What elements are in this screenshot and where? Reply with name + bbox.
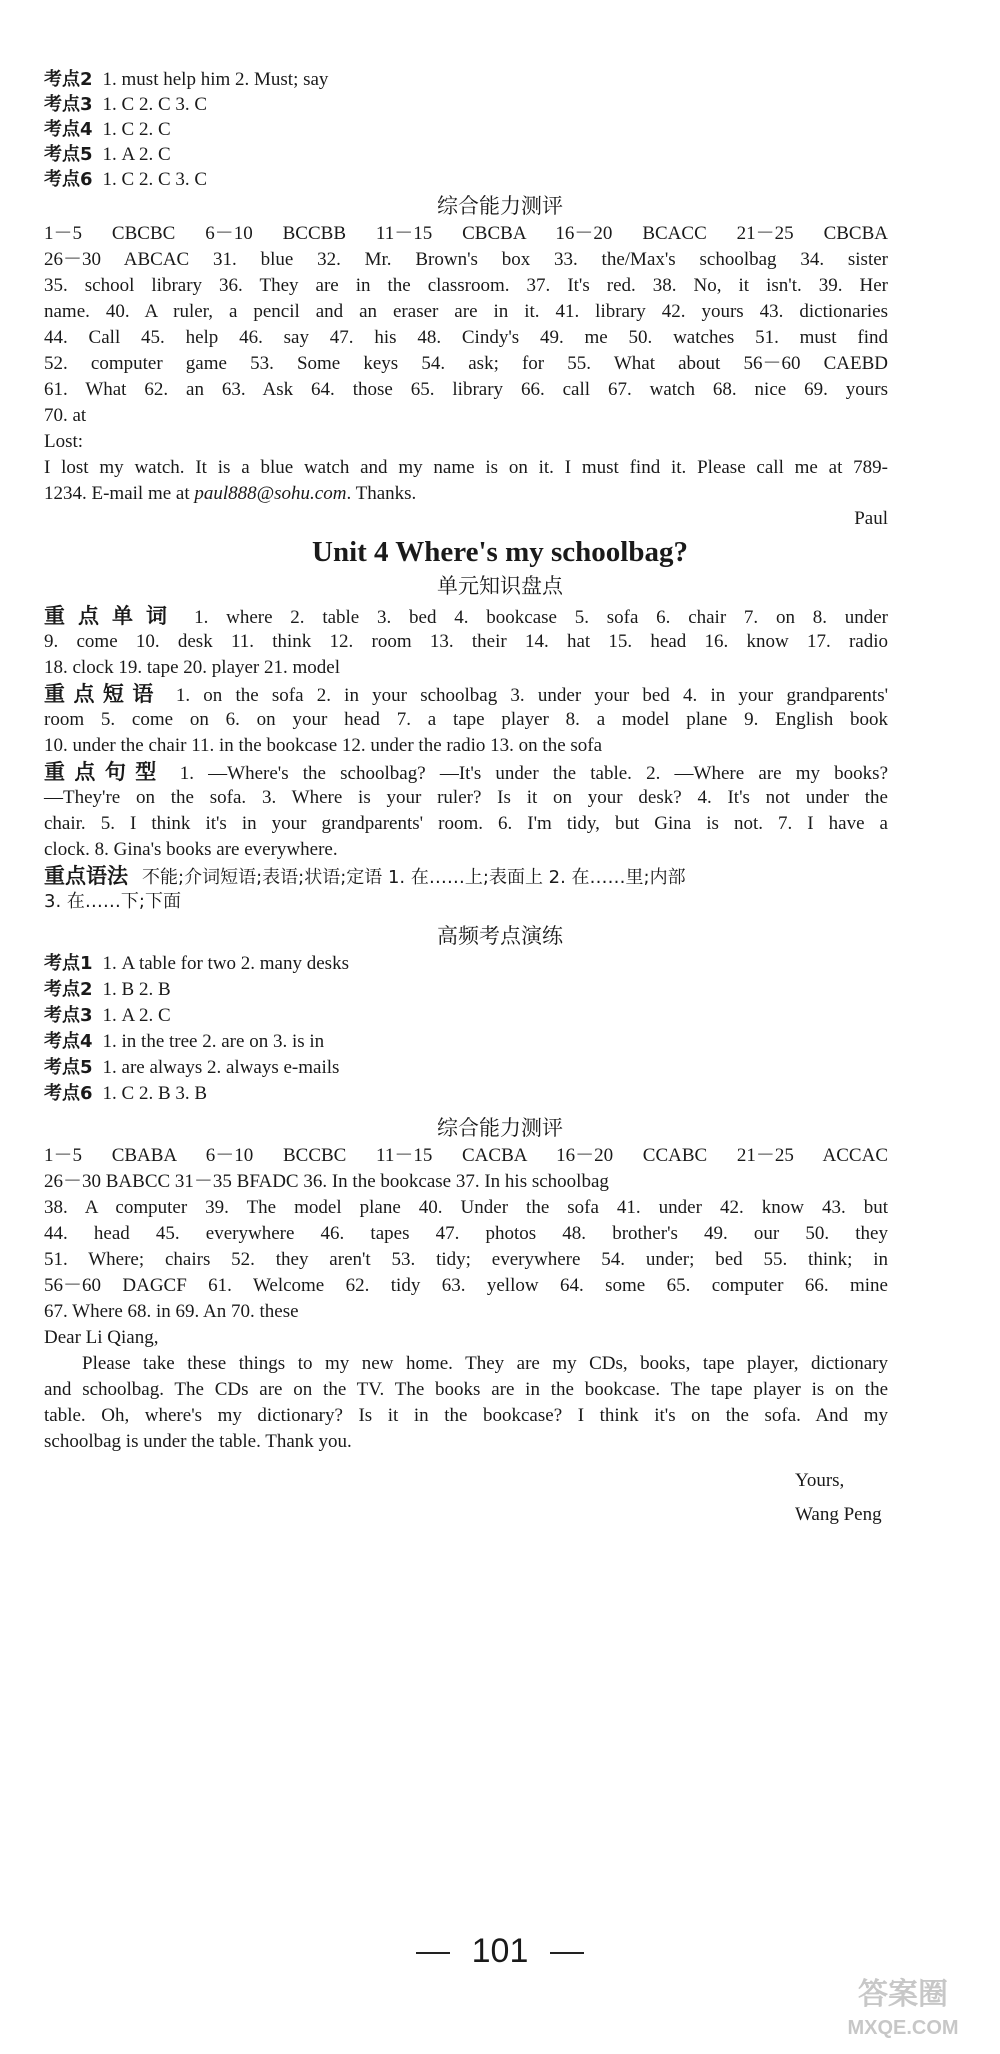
letter-greeting: Dear Li Qiang,: [44, 1327, 159, 1348]
section-heading: 综合能力测评: [437, 194, 563, 218]
letter-closing: Yours,: [795, 1470, 845, 1491]
answer-line: 1－5 CBCBC 6－10 BCCBB 11－15 CBCBA 16－20 BCACC 21－25 CBCBA: [44, 223, 888, 244]
lost-notice-line: 1234. E-mail me at paul888@sohu.com. Thanks.: [44, 483, 417, 504]
answer-line: name. 40. A ruler, a pencil and an eraser are in it. 41. library 42. yours 43. dictionaries: [44, 301, 888, 322]
lost-notice-title: Lost:: [44, 431, 84, 452]
kaodian-line: 考点5 1. are always 2. always e-mails: [44, 1057, 340, 1078]
lost-notice-line: I lost my watch. It is a blue watch and my name is on it. I must find it. Please call me at 789-: [44, 457, 888, 478]
answer-line: 38. A computer 39. The model plane 40. Under the sofa 41. under 42. know 43. but: [44, 1197, 888, 1218]
kaodian-line: 考点6 1. C 2. C 3. C: [44, 169, 208, 190]
key-sentences-line: 重点句型 1. —Where's the schoolbag? —It's under the table. 2. —Where are my books?: [44, 760, 888, 784]
answer-line: 70. at: [44, 405, 87, 426]
key-words-line: 9. come 10. desk 11. think 12. room 13. their 14. hat 15. head 16. know 17. radio: [44, 631, 888, 652]
answer-line: 44. Call 45. help 46. say 47. his 48. Cindy's 49. me 50. watches 51. must find: [44, 327, 888, 348]
page-number: 101: [0, 1932, 1000, 1971]
section-heading: 综合能力测评: [437, 1116, 563, 1140]
letter-signer: Wang Peng: [795, 1504, 882, 1525]
answer-line: 35. school library 36. They are in the classroom. 37. It's red. 38. No, it isn't. 39. Her: [44, 275, 888, 296]
answer-line: 52. computer game 53. Some keys 54. ask; for 55. What about 56－60 CAEBD: [44, 353, 888, 374]
key-words-line: 重点单词 1. where 2. table 3. bed 4. bookcase 5. sofa 6. chair 7. on 8. under: [44, 604, 889, 628]
kaodian-line: 考点1 1. A table for two 2. many desks: [44, 953, 349, 974]
unit-subtitle: 单元知识盘点: [437, 574, 563, 598]
answer-line: 61. What 62. an 63. Ask 64. those 65. library 66. call 67. watch 68. nice 69. yours: [44, 379, 888, 400]
answer-line: 26－30 ABCAC 31. blue 32. Mr. Brown's box 33. the/Max's schoolbag 34. sister: [44, 249, 888, 270]
kaodian-line: 考点3 1. C 2. C 3. C: [44, 94, 208, 115]
kaodian-line: 考点2 1. B 2. B: [44, 979, 171, 1000]
key-grammar-line: 3. 在……下;下面: [44, 891, 181, 912]
answer-line: 44. head 45. everywhere 46. tapes 47. photos 48. brother's 49. our 50. they: [44, 1223, 888, 1244]
answer-line: 1－5 CBABA 6－10 BCCBC 11－15 CACBA 16－20 CCABC 21－25 ACCAC: [44, 1145, 888, 1166]
key-phrases-line: 重点短语 1. on the sofa 2. in your schoolbag 3. under your bed 4. in your grandparents': [44, 682, 889, 706]
letter-line: schoolbag is under the table. Thank you.: [44, 1431, 352, 1452]
letter-line: Please take these things to my new home. They are my CDs, books, tape player, dictionary: [82, 1353, 888, 1374]
section-heading: 高频考点演练: [437, 924, 563, 948]
watermark-logo: [824, 1964, 982, 2042]
unit-title: Unit 4 Where's my schoolbag?: [312, 536, 688, 568]
letter-line: and schoolbag. The CDs are on the TV. The books are in the bookcase. The tape player is on the: [44, 1379, 888, 1400]
kaodian-line: 考点4 1. in the tree 2. are on 3. is in: [44, 1031, 325, 1052]
key-words-line: 18. clock 19. tape 20. player 21. model: [44, 657, 341, 678]
key-sentences-line: clock. 8. Gina's books are everywhere.: [44, 839, 338, 860]
kaodian-line: 考点4 1. C 2. C: [44, 119, 171, 140]
key-sentences-line: —They're on the sofa. 3. Where is your ruler? Is it on your desk? 4. It's not under the: [44, 787, 888, 808]
key-grammar-line: 重点语法 不能;介词短语;表语;状语;定语 1. 在……上;表面上 2. 在……里;内部: [44, 864, 686, 888]
email-address: paul888@sohu.com: [194, 483, 347, 504]
kaodian-line: 考点6 1. C 2. B 3. B: [44, 1083, 208, 1104]
key-sentences-line: chair. 5. I think it's in your grandparents' room. 6. I'm tidy, but Gina is not. 7. I have a: [44, 813, 888, 834]
answer-line: 26－30 BABCC 31－35 BFADC 36. In the bookcase 37. In his schoolbag: [44, 1171, 609, 1192]
kaodian-line: 考点5 1. A 2. C: [44, 144, 171, 165]
answer-line: 56－60 DAGCF 61. Welcome 62. tidy 63. yellow 64. some 65. computer 66. mine: [44, 1275, 888, 1296]
watermark-cn-text: 答案圈: [858, 1977, 948, 2012]
kaodian-line: 考点3 1. A 2. C: [44, 1005, 171, 1026]
answer-line: 51. Where; chairs 52. they aren't 53. tidy; everywhere 54. under; bed 55. think; in: [44, 1249, 888, 1270]
notice-signature: Paul: [854, 508, 888, 529]
kaodian-line: 考点2 1. must help him 2. Must; say: [44, 69, 329, 90]
key-phrases-line: room 5. come on 6. on your head 7. a tape player 8. a model plane 9. English book: [44, 709, 888, 730]
watermark-url-text: MXQE.COM: [847, 2017, 959, 2039]
letter-line: table. Oh, where's my dictionary? Is it in the bookcase? I think it's on the sofa. And my: [44, 1405, 888, 1426]
answer-line: 67. Where 68. in 69. An 70. these: [44, 1301, 299, 1322]
key-phrases-line: 10. under the chair 11. in the bookcase 12. under the radio 13. on the sofa: [44, 735, 603, 756]
